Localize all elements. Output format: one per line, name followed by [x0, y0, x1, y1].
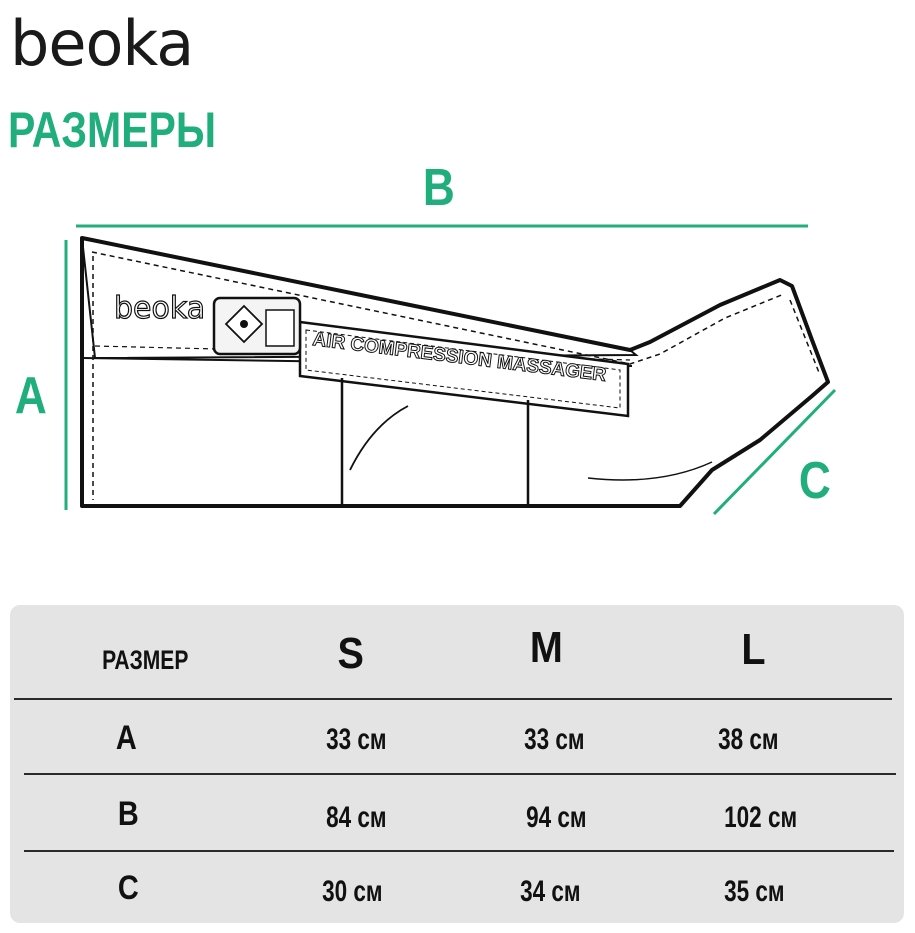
page-title: РАЗМЕРЫ: [8, 102, 217, 158]
controller-screen: [266, 310, 294, 346]
cell-a-s: 33 см: [326, 723, 387, 756]
brand-logo: beoka: [10, 7, 194, 80]
device-label: AIR COMPRESSION MASSAGER: [311, 329, 608, 386]
cell-c-m: 34 см: [520, 875, 581, 908]
dimension-label-c: C: [798, 452, 831, 510]
row-label-a: A: [115, 719, 137, 757]
size-table: [10, 605, 904, 923]
dimension-label-a: A: [14, 367, 47, 425]
size-header-label: РАЗМЕР: [102, 645, 189, 675]
cell-b-l: 102 см: [724, 801, 798, 834]
cell-c-l: 35 см: [724, 875, 785, 908]
cell-b-s: 84 см: [326, 801, 387, 834]
size-header-s: S: [337, 629, 364, 678]
cell-a-m: 33 см: [524, 723, 585, 756]
size-header-l: L: [741, 625, 766, 674]
size-header-m: M: [529, 623, 563, 672]
cell-b-m: 94 см: [526, 801, 587, 834]
cell-c-s: 30 см: [322, 875, 383, 908]
controller-button-icon: [240, 320, 248, 328]
device-logo: beoka: [114, 291, 206, 326]
cell-a-l: 38 см: [718, 723, 779, 756]
dimension-label-b: B: [422, 159, 455, 217]
table-divider: [14, 698, 892, 700]
table-divider: [24, 773, 896, 775]
table-divider: [24, 850, 894, 852]
row-label-b: B: [117, 795, 139, 833]
row-label-c: C: [117, 869, 139, 907]
